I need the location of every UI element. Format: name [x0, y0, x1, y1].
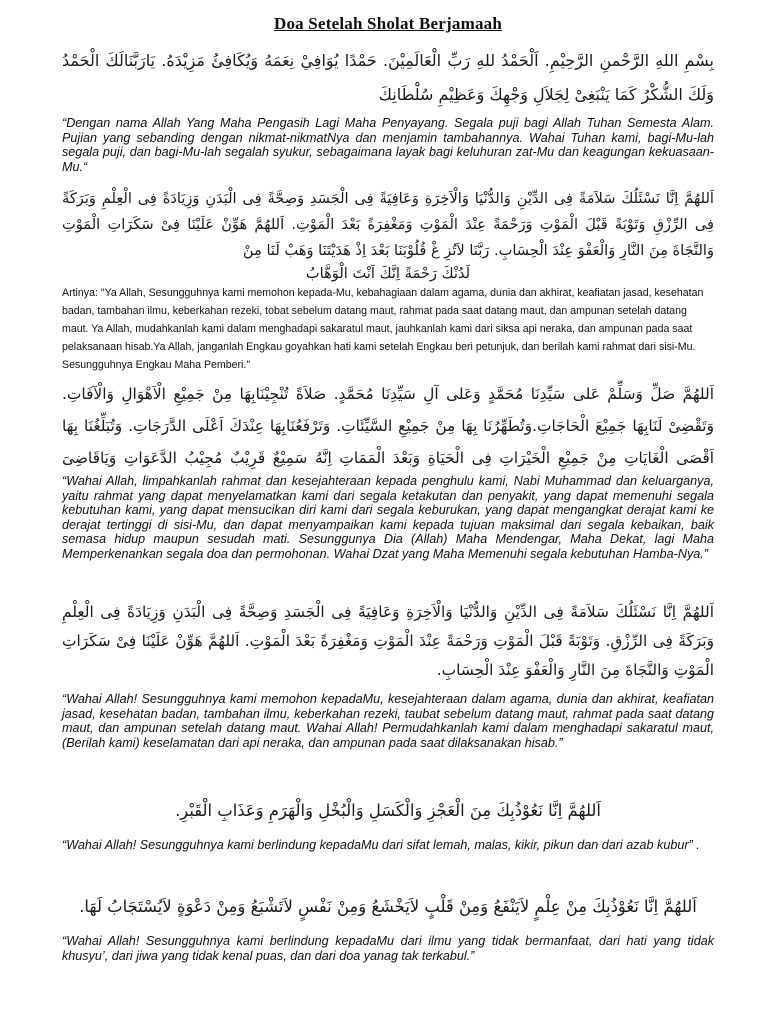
- translation-refuge-knowledge: “Wahai Allah! Sesungguhnya kami berlindung kepadaMu dari ilmu yang tidak bermanfaat, dari hati yang tidak khusyu’, dari jiwa yang tidak kenal puas, dan dari doa yanag tak terkabul.”: [62, 934, 714, 963]
- arabic-prayer-opening: بِسْمِ اللهِ الرَّحْمنِ الرَّحِيْمِ. اَلْحَمْدُ للهِ رَبِّ الْعَالَمِيْنَ. حَمْدًا يُوَافِيْ نِعَمَهُ وَيُكَافِئُ مَزِيْدَهُ. يَارَبَّنَالَكَ الْحَمْدُ وَلَكَ الشُّكْرُ كَمَا يَنْبَغِىْ لِجَلاَلِ وَجْهِكَ وَعَظِيْمِ سُلْطَانِكَ: [62, 51, 714, 104]
- page-title: Doa Setelah Sholat Berjamaah: [273, 14, 502, 33]
- arabic-prayer-shalawat: اَللهُمَّ صَلِّ وَسَلِّمْ عَلى سَيِّدِنَا مُحَمَّدٍ وَعَلى آلِ سَيِّدِنَا مُحَمَّدٍ. صَلاَةً تُنْجِيْنَابِهَا مِنْ جَمِيْعِ الْاَهْوَالِ وَالْآفَاتِ. وَتَقْضِىْ لَنَابِهَا جَمِيْعَ الْحَاجَاتِ.وَتُطَهِّرُنَا بِهَا مِنْ جَمِيْعِ السَّيِّئَاتِ. وَتَرْفَعُنَابِهَا عِنْدَكَ اَعْلَى الدَّرَجَاتِ. وَتُبَلِّغُنَا بِهَا اَقْصَى الْغَايَاتِ مِنْ جَمِيْعِ الْخَيْرَاتِ فِى الْحَيَاةِ وَبَعْدَ الْمَمَاتِ اِنَّهُ سَمِيْعٌ قَرِيْبٌ مُجِيْبُ الدَّعَوَاتِ وَيَاقَاضِىَ: [62, 385, 714, 467]
- translation-refuge-weakness: “Wahai Allah! Sesungguhnya kami berlindung kepadaMu dari sifat lemah, malas, kikir, pikun dan dari azab kubur” .: [62, 838, 700, 852]
- arabic-prayer-refuge-weakness: اَللهُمَّ اِنَّا نَعُوْذُبِكَ مِنَ الْعَجْزِ وَالْكَسَلِ وَالْبُخْلِ وَالْهَرَمِ وَعَذَابِ الْقَبْرِ.: [175, 801, 601, 820]
- translation-safety: “Wahai Allah! Sesungguhnya kami memohon kepadaMu, kesejahteraan dalam agama, dunia dan akhirat, keafiatan jasad, kesehatan badan, tambahan ilmu, keberkahan rezeki, taubat sebelum datang maut, rahmat pada saat datang maut, dan ampunan setelah datang maut. Wahai Allah! Permudahkanlah kami dalam menghadapi sakaratul maut, (Berilah kami) keselamatan dari api neraka, dan ampunan pada saat dilaksanakan hisab.”: [62, 692, 714, 750]
- arabic-prayer-salamah-tail: لَدُنْكَ رَحْمَةً اِنَّكَ اَنْتَ الْوَهَّابُ: [305, 265, 471, 282]
- translation-opening: “Dengan nama Allah Yang Maha Pengasih Lagi Maha Penyayang. Segala puji bagi Allah Tuhan Semesta Alam. Pujian yang sebanding dengan nikmat-nikmatNya dan menjamin tambahannya. Wahai Tuhan kami, bagi-Mu-lah segala puji, dan bagi-Mu-lah segalah syukur, sebagaimana layak bagi keluhuran zat-Mu dan keagungan kekuasaan-Mu.“: [62, 116, 714, 174]
- translation-shalawat: “Wahai Allah, limpahkanlah rahmat dan kesejahteraan kepada penghulu kami, Nabi Muhammad dan keluarganya, yaitu rahmat yang dapat menyelamatkan kami dari segala ketakutan dan penyakit, yang dapat memenuhi segala kebutuhan kami, yang dapat mensucikan diri kami dari segala keburukan, yang dapat mengangkat derajat kami ke derajat tertinggi di sisi-Mu, dan dapat menyampaikan kami kepada tujuan maksimal dari segala kebaikan, baik semasa hidup maupun sesudah mati. Sesunggunya Dia (Allah) Maha Mendengar, Maha Dekat, lagi Maha Memperkenankan segala doa dan permohonan. Wahai Dzat yang Maha Memenuhi segala kebutuhan Hamba-Nya.”: [62, 474, 714, 561]
- arabic-prayer-salamah: اَللهُمَّ اِنَّا نَسْئَلُكَ سَلاَمَةً فِى الدِّيْنِ وَالدُّنْيَا وَالْاَخِرَةِ وَعَافِيَةً فِى الْجَسَدِ وَصِحَّةً فِى الْبَدَنِ وَزِيَادَةً فِى الْعِلْمِ وَبَرَكَةً فِى الرِّزْقِ وَتَوْبَةً قَبْلَ الْمَوْتِ وَرَحْمَةً عِنْدَ الْمَوْتِ وَمَغْفِرَةً بَعْدَ الْمَوْتِ. اَللهُمَّ هَوِّنْ عَلَيْنَا فِىْ سَكَرَاتِ الْمَوْتِ وَالنَّجَاةَ مِنَ النَّارِ وَالْعَفْوَ عِنْدَ الْحِسَابِ. رَبَّنَا لاَتُزِ غْ قُلُوْبَنَا بَعْدَ اِذْ هَدَيْتَنَا وَهَبْ لَنَا مِنْ: [62, 190, 714, 259]
- arabic-prayer-safety: اَللهُمَّ اِنَّا نَسْئَلُكَ سَلاَمَةً فِى الدِّيْنِ وَالدُّنْيَا وَالْاَخِرَةِ وَعَافِيَةً فِى الْجَسَدِ وَصِحَّةً فِى الْبَدَنِ وَزِيَادَةً فِى الْعِلْمِ وَبَرَكَةً فِى الرِّزْقِ. وَتَوْبَةً قَبْلَ الْمَوْتِ وَرَحْمَةً عِنْدَ الْمَوْتِ وَمَغْفِرَةً بَعْدَ الْمَوْتِ. اَللهُمَّ هَوِّنْ عَلَيْنَا فِىْ سَكَرَاتِ الْمَوْتِ وَالنَّجَاةَ مِنَ النَّارِ وَالْعَفْوَ عِنْدَ الْحِسَابِ.: [62, 603, 714, 679]
- arabic-prayer-refuge-knowledge: اَللهُمَّ اِنَّا نَعُوْذُبِكَ مِنْ عِلْمٍ لاَيَنْفَعُ وَمِنْ قَلْبٍ لاَيَخْشَعُ وَمِنْ نَفْسٍ لاَتَشْبَعُ وَمِنْ دَعْوَةٍ لاَيُسْتَجَابُ لَهَا.: [79, 897, 697, 916]
- translation-salamah: Artinya: "Ya Allah, Sesungguhnya kami memohon kepada-Mu, kebahagiaan dalam agama, dunia dan akhirat, keafiatan jasad, kesehatan badan, tambahan ilmu, keberkahan rezeki, tobat sebelum datang maut, rahmat pada saat datang maut, dan ampunan setelah datang maut. Ya Allah, mudahkanlah kami dalam menghadapi sakaratul maut, jauhkanlah kami dari siksa api neraka, dan ampunan pada saat pelaksanaan hisab.Ya Allah, janganlah Engkau goyahkan hati kami setelah Engkau beri petunjuk, dan berilah kami rahmat dari sisi-Mu. Sesungguhnya Engkau Maha Pemberi.": [62, 287, 704, 371]
